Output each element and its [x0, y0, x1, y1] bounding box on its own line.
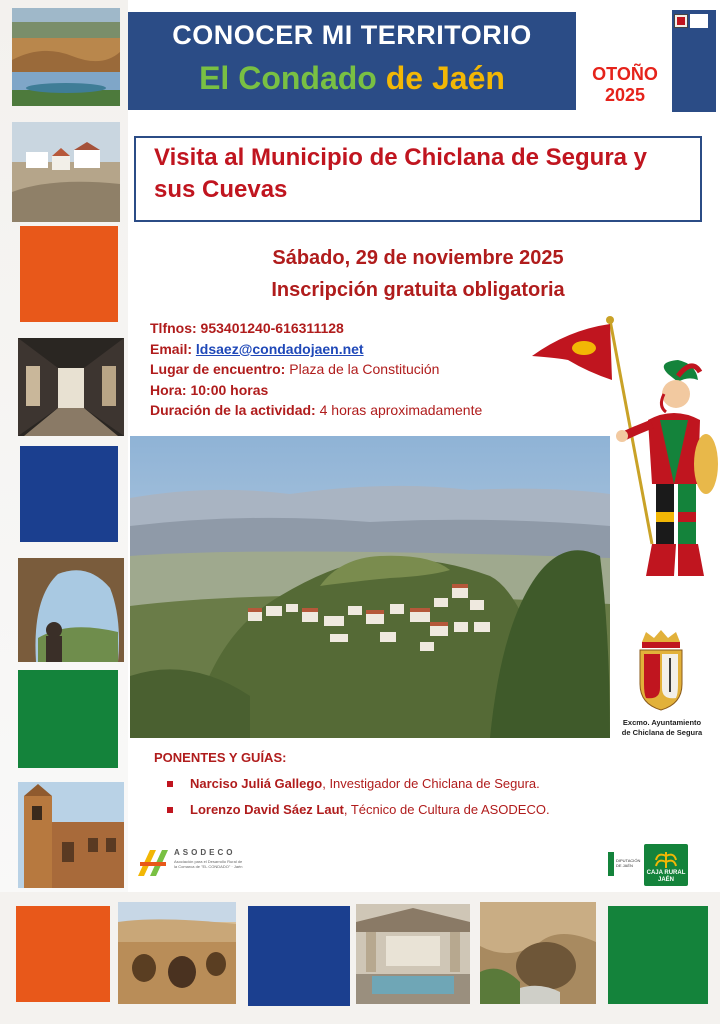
- speaker-item: [154, 771, 604, 797]
- header-banner: [128, 12, 576, 110]
- photo-museum-corridor: [18, 338, 124, 436]
- photo-cave-dwellings: [118, 902, 236, 1004]
- decor-square-orange-left: [20, 226, 118, 322]
- phones-value: 953401240-616311128: [200, 320, 344, 336]
- season-line1: OTOÑO: [592, 64, 658, 84]
- photo-cave-viewpoint: [18, 558, 124, 662]
- photo-village-houses: [12, 122, 120, 222]
- bullet-icon: [167, 781, 173, 787]
- phones-row: [150, 318, 550, 339]
- registration-note: Inscripción gratuita obligatoria: [271, 279, 565, 301]
- caja-rural-logo: [644, 844, 688, 886]
- bullet-icon: [167, 807, 173, 813]
- crest-caption: [612, 718, 712, 738]
- decor-square-blue-bottom: [248, 906, 350, 1006]
- time-label: Hora:: [150, 381, 187, 398]
- meeting-row: [150, 359, 550, 380]
- event-date-block: [134, 242, 702, 306]
- meeting-value: Plaza de la Constitución: [289, 361, 440, 378]
- crest-caption-line1: Excmo. Ayuntamiento: [622, 718, 702, 727]
- caja-rural-wheat-icon: [644, 846, 688, 870]
- phones-label: Tlfnos:: [150, 320, 197, 336]
- email-row: [150, 339, 550, 360]
- season-line2: 2025: [604, 85, 646, 105]
- speaker-role: , Técnico de Cultura de ASODECO.: [343, 802, 550, 817]
- speaker-item: [154, 797, 604, 823]
- header-title-line2: [128, 60, 576, 97]
- crest-caption-line2: de Chiclana de Segura: [621, 728, 703, 737]
- asodeco-subtitle: Asociación para el Desarrollo Rural de la Comarca de "EL CONDADO" · Jaén: [174, 859, 243, 869]
- email-link[interactable]: ldsaez@condadojaen.net: [195, 340, 364, 357]
- decor-square-orange-bottom: [16, 906, 110, 1002]
- header-title-line1: CONOCER MI TERRITORIO: [172, 20, 532, 50]
- header-title-green: El Condado: [199, 60, 377, 96]
- speaker-name: Lorenzo David Sáez Laut: [190, 802, 344, 817]
- speakers-list: [154, 771, 604, 823]
- time-value: 10:00 horas: [190, 381, 269, 398]
- event-title-box: [134, 136, 702, 222]
- asodeco-name: ASODECO: [174, 848, 236, 857]
- diputacion-logo: [608, 852, 641, 880]
- speakers-heading: PONENTES Y GUÍAS:: [154, 750, 287, 765]
- diputacion-label: DIPUTACIÓN DE JAÉN: [616, 858, 641, 868]
- meeting-label: Lugar de encuentro:: [150, 361, 286, 378]
- event-info: [150, 318, 550, 421]
- event-title: Visita al Municipio de Chiclana de Segura y sus Cuevas: [154, 144, 648, 203]
- photo-chiclana-de-segura-panorama: [130, 436, 610, 738]
- email-label: Email:: [150, 340, 193, 357]
- diputacion-mark-icon: [608, 852, 614, 876]
- caja-rural-line1: CAJA RURAL: [646, 870, 686, 876]
- municipal-crest-icon: [636, 628, 686, 712]
- header-title-yellow: de Jaén: [385, 60, 505, 96]
- decor-square-green-left: [18, 670, 118, 768]
- asodeco-logo: [136, 846, 246, 882]
- duration-row: [150, 400, 550, 421]
- time-row: [150, 380, 550, 401]
- photo-church-tower: [18, 782, 124, 888]
- photo-rock-cave-interior: [480, 902, 596, 1004]
- photo-fountain-washhouse: [356, 904, 470, 1004]
- badge-logo-icon: [690, 14, 708, 28]
- badge-icon: [674, 14, 688, 28]
- duration-value: 4 horas aproximadamente: [319, 402, 483, 419]
- photo-landscape-collage: [12, 8, 120, 106]
- speaker-name: Narciso Juliá Gallego: [190, 776, 323, 791]
- asodeco-mark-icon: [136, 846, 170, 880]
- duration-label: Duración de la actividad:: [150, 402, 316, 419]
- caja-rural-line2: JAÉN: [657, 877, 674, 883]
- season-label: [586, 64, 664, 106]
- decor-square-green-bottom: [608, 906, 708, 1004]
- speakers-section: [154, 750, 604, 823]
- speaker-role: , Investigador de Chiclana de Segura.: [322, 776, 540, 791]
- decor-square-blue-left: [20, 446, 118, 542]
- event-date: Sábado, 29 de noviembre 2025: [272, 247, 564, 269]
